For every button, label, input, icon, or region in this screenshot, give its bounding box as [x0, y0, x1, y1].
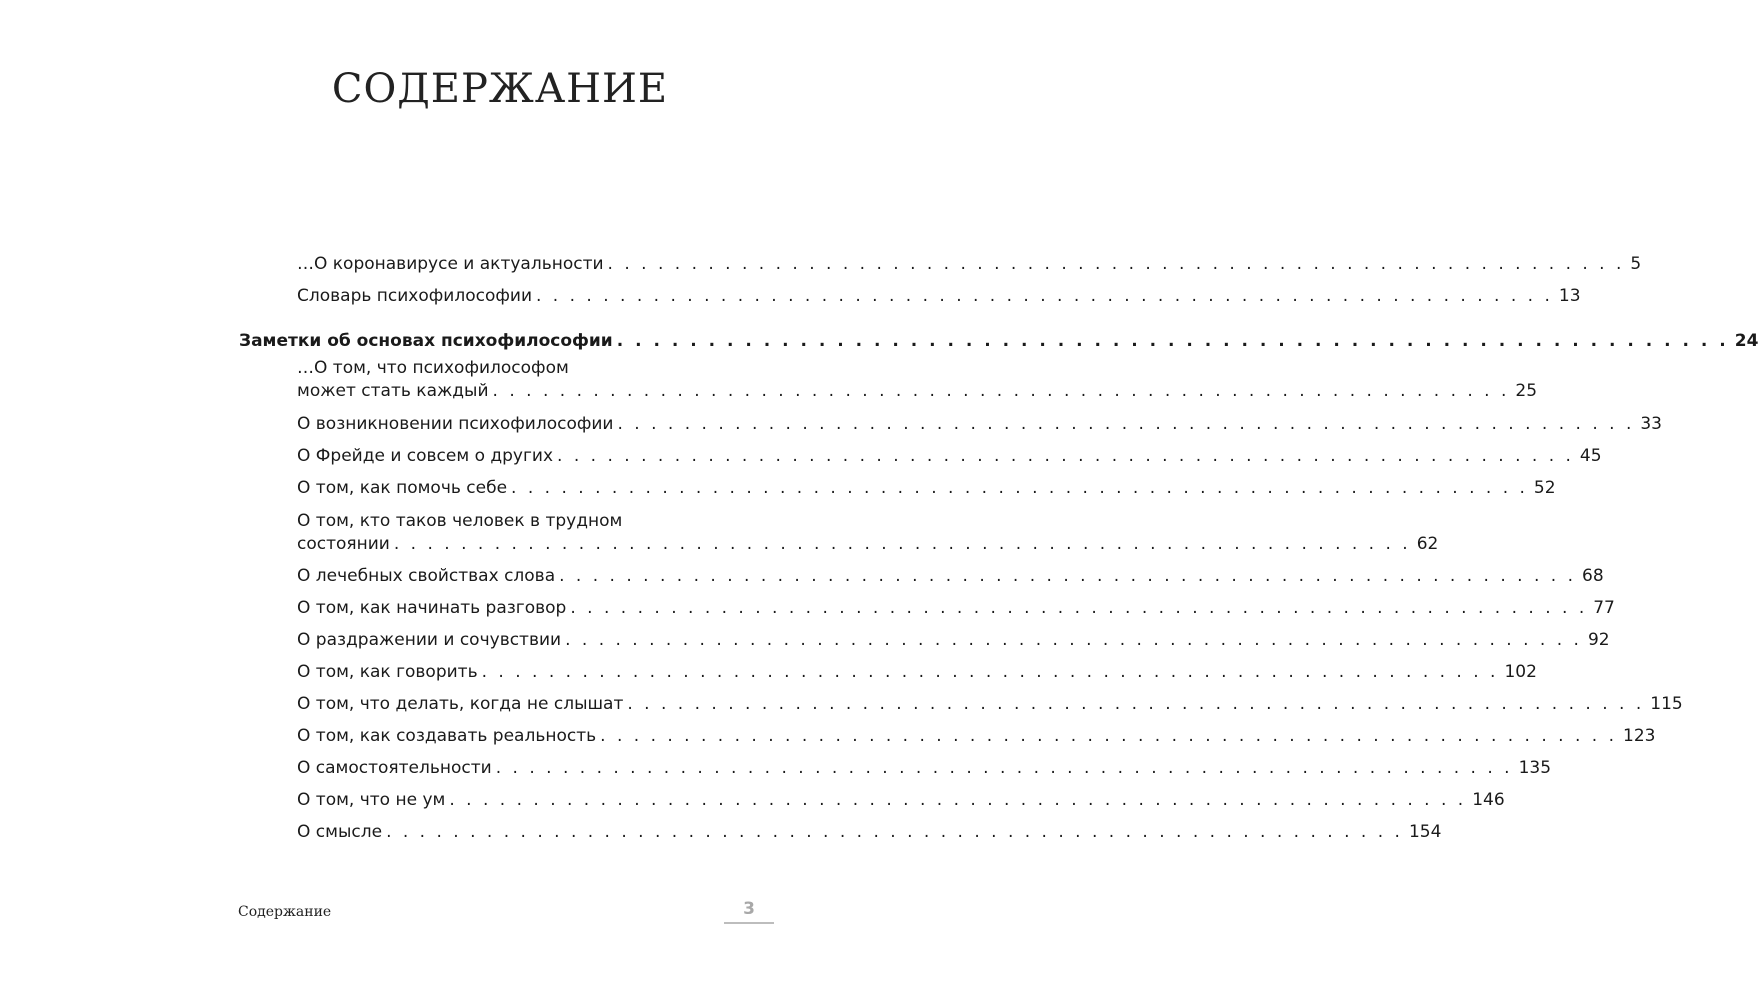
page-number: 3 [743, 899, 755, 919]
page-title: СОДЕРЖАНИЕ [331, 66, 669, 112]
toc-entry [297, 253, 1642, 276]
toc-entry-page: 62 [1416, 534, 1439, 554]
toc-entry-page: 102 [1504, 662, 1537, 682]
dot-leader: . . . . . . . . . . . . . . . . . . . . . . . . . . . . . . . . . . . . . . . . . . . . . . . . . . . . . . . . . . . . . [393, 534, 1411, 554]
toc-entry-title-continued: состоянии [297, 534, 390, 554]
toc-entry [297, 629, 1610, 652]
toc-entry [297, 357, 1538, 403]
toc-entry-title: …О том, что психофилософом [297, 358, 569, 378]
toc-entry-page: 92 [1587, 630, 1610, 650]
toc-entry-title: О том, как говорить [297, 662, 478, 682]
dot-leader: . . . . . . . . . . . . . . . . . . . . . . . . . . . . . . . . . . . . . . . . . . . . . . . . . . . . . . . . . . . . . [600, 726, 1618, 746]
dot-leader: . . . . . . . . . . . . . . . . . . . . . . . . . . . . . . . . . . . . . . . . . . . . . . . . . . . . . . . . . . . . . [565, 630, 1582, 650]
toc-entry [297, 477, 1556, 500]
toc-entry-title: О том, как начинать разговор [297, 598, 567, 618]
toc-entry-title: О возникновении психофилософии [297, 414, 614, 434]
toc-entry-page: 25 [1515, 381, 1538, 401]
toc-entry-page: 5 [1630, 254, 1642, 274]
dot-leader: . . . . . . . . . . . . . . . . . . . . . . . . . . . . . . . . . . . . . . . . . . . . . . . . . . . . . . . . . . . . . [511, 478, 1528, 498]
toc-entry-title: Словарь психофилософии [297, 286, 532, 306]
toc-entry-page: 146 [1472, 790, 1505, 810]
toc-entry-page: 68 [1582, 566, 1604, 586]
dot-leader: . . . . . . . . . . . . . . . . . . . . . . . . . . . . . . . . . . . . . . . . . . . . . . . . . . . . . . . . . . . . . [481, 662, 1499, 682]
toc-entry-title: Заметки об основах психофилософии [239, 331, 613, 351]
dot-leader: . . . . . . . . . . . . . . . . . . . . . . . . . . . . . . . . . . . . . . . . . . . . . . . . . . . . . . . . . . . . . [492, 381, 1510, 401]
toc-entry-title: О раздражении и сочувствии [297, 630, 562, 650]
page-number-rule [724, 922, 774, 924]
toc-entry [297, 693, 1683, 716]
dot-leader: . . . . . . . . . . . . . . . . . . . . . . . . . . . . . . . . . . . . . . . . . . . . . . . . . . . . . . . . . . . . . [559, 566, 1576, 586]
toc-entry-title: О лечебных свойствах слова [297, 566, 556, 586]
toc-entry-page: 77 [1593, 598, 1615, 618]
toc-section-heading [239, 330, 1758, 353]
toc-entry [297, 565, 1604, 588]
toc-entry-page: 45 [1579, 446, 1602, 466]
toc-entry-title: …О коронавирусе и актуальности [297, 254, 604, 274]
toc-entry [297, 725, 1656, 748]
toc-entry [297, 285, 1581, 308]
dot-leader: . . . . . . . . . . . . . . . . . . . . . . . . . . . . . . . . . . . . . . . . . . . . . . . . . . . . . . . . . . . . . [495, 758, 1513, 778]
toc-entry-page: 24 [1734, 331, 1758, 351]
dot-leader: . . . . . . . . . . . . . . . . . . . . . . . . . . . . . . . . . . . . . . . . . . . . . . . . . . . . . . . . . . . . . [616, 331, 1729, 351]
toc-entry-page: 154 [1408, 822, 1442, 842]
dot-leader: . . . . . . . . . . . . . . . . . . . . . . . . . . . . . . . . . . . . . . . . . . . . . . . . . . . . . . . . . . . . . [449, 790, 1467, 810]
toc-entry-page: 52 [1533, 478, 1556, 498]
toc-entry [297, 445, 1602, 468]
toc-entry-title: О Фрейде и совсем о других [297, 446, 554, 466]
toc-entry [297, 821, 1442, 844]
toc-entry-title: О том, кто таков человек в трудном [297, 511, 623, 531]
toc-entry-page: 33 [1640, 414, 1662, 434]
toc-entry-title: О том, что делать, когда не слышат [297, 694, 624, 714]
dot-leader: . . . . . . . . . . . . . . . . . . . . . . . . . . . . . . . . . . . . . . . . . . . . . . . . . . . . . . . . . . . . . [557, 446, 1574, 466]
toc-entry-title: О том, как помочь себе [297, 478, 508, 498]
toc-entry [297, 413, 1662, 436]
running-footer-label: Содержание [238, 904, 332, 920]
toc-entry-page: 13 [1558, 286, 1581, 306]
dot-leader: . . . . . . . . . . . . . . . . . . . . . . . . . . . . . . . . . . . . . . . . . . . . . . . . . . . . . . . . . . . . . [627, 694, 1645, 714]
toc-entry-title-continued: может стать каждый [297, 381, 489, 401]
toc-entry [297, 661, 1537, 684]
dot-leader: . . . . . . . . . . . . . . . . . . . . . . . . . . . . . . . . . . . . . . . . . . . . . . . . . . . . . . . . . . . . . [617, 414, 1635, 434]
dot-leader: . . . . . . . . . . . . . . . . . . . . . . . . . . . . . . . . . . . . . . . . . . . . . . . . . . . . . . . . . . . . . [386, 822, 1403, 842]
toc-entry [297, 789, 1505, 812]
toc-entry-page: 115 [1650, 694, 1683, 714]
toc-entry [297, 757, 1552, 780]
toc-entry-title: О том, что не ум [297, 790, 446, 810]
toc-entry [297, 597, 1615, 620]
toc-entry-title: О самостоятельности [297, 758, 492, 778]
dot-leader: . . . . . . . . . . . . . . . . . . . . . . . . . . . . . . . . . . . . . . . . . . . . . . . . . . . . . . . . . . . . . [607, 254, 1625, 274]
toc-entry-title: О смысле [297, 822, 383, 842]
toc-entry-title: О том, как создавать реальность [297, 726, 597, 746]
toc-entry [297, 510, 1439, 556]
toc-entry-page: 123 [1623, 726, 1656, 746]
dot-leader: . . . . . . . . . . . . . . . . . . . . . . . . . . . . . . . . . . . . . . . . . . . . . . . . . . . . . . . . . . . . . [570, 598, 1588, 618]
toc-entry-page: 135 [1518, 758, 1552, 778]
dot-leader: . . . . . . . . . . . . . . . . . . . . . . . . . . . . . . . . . . . . . . . . . . . . . . . . . . . . . . . . . . . . . [536, 286, 1553, 306]
